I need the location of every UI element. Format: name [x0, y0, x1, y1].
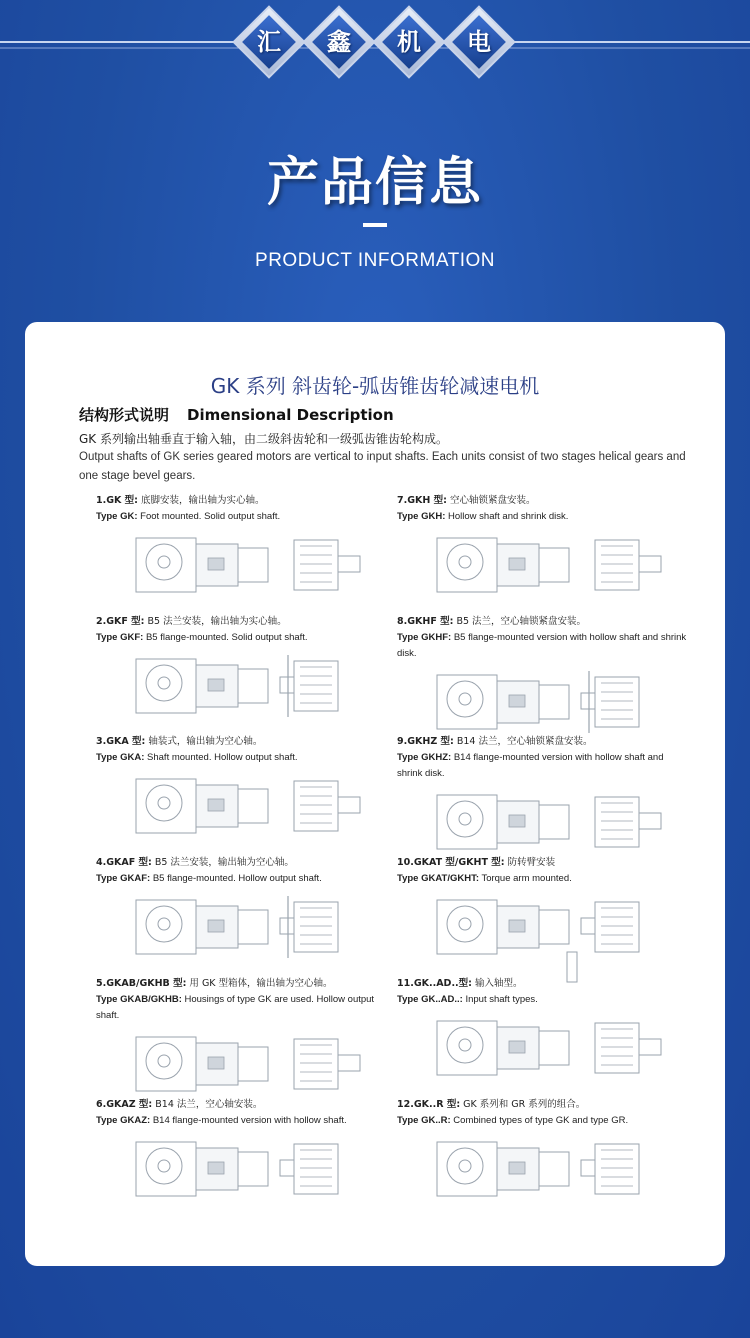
- schematic-line: [509, 815, 525, 827]
- schematic-line: [238, 548, 268, 582]
- schematic-line: [459, 693, 471, 705]
- schematic-line: [581, 1160, 595, 1176]
- schematic-line: [437, 538, 497, 592]
- schematic-line: [595, 902, 639, 952]
- schematic-line: [639, 556, 661, 572]
- type-text-en: Input shaft types.: [462, 994, 538, 1005]
- schematic-line: [146, 544, 182, 580]
- type-text-cn: GK 系列和 GR 系列的组合。: [460, 1099, 586, 1110]
- brand-char: 电: [467, 28, 491, 56]
- schematic-line: [238, 669, 268, 703]
- schematic-line: [447, 544, 483, 580]
- schematic-line: [238, 789, 268, 823]
- type-code-cn: 12.GK..R 型:: [397, 1099, 461, 1110]
- type-item-en: [96, 509, 386, 525]
- type-item-cn: [397, 854, 687, 868]
- type-item: [397, 1096, 687, 1129]
- type-text-en: B5 flange-mounted. Hollow output shaft.: [150, 873, 322, 884]
- type-item-cn: [397, 613, 687, 627]
- type-drawing: [116, 771, 376, 843]
- schematic-line: [639, 813, 661, 829]
- type-item-en: [397, 509, 687, 525]
- page-title: 产品信息: [266, 153, 483, 213]
- type-text-cn: 输入轴型。: [471, 978, 523, 989]
- schematic-line: [280, 1160, 294, 1176]
- type-item: [397, 975, 687, 1008]
- schematic-line: [294, 1039, 338, 1089]
- type-item: [96, 733, 386, 766]
- schematic-line: [539, 548, 569, 582]
- type-text-en: Torque arm mounted.: [478, 873, 572, 884]
- section-title: [79, 404, 394, 425]
- type-code-cn: 2.GKF 型:: [96, 616, 145, 627]
- type-text-cn: B5 法兰安装，输出轴为实心轴。: [144, 616, 287, 627]
- type-code-en: Type GKAB/GKHB:: [96, 994, 182, 1005]
- type-item-cn: [96, 492, 386, 506]
- type-code-cn: 4.GKAF 型:: [96, 857, 152, 868]
- type-item-en: [96, 750, 386, 766]
- schematic-line: [158, 556, 170, 568]
- type-item-cn: [397, 492, 687, 506]
- schematic-line: [595, 1144, 639, 1194]
- type-code-en: Type GK..R:: [397, 1115, 451, 1126]
- schematic-line: [509, 1041, 525, 1053]
- schematic-line: [437, 900, 497, 954]
- type-item: [397, 854, 687, 887]
- type-text-en: Housings of type GK are used. Hollow output shaft.: [96, 994, 375, 1021]
- schematic-line: [136, 538, 196, 592]
- schematic-line: [158, 918, 170, 930]
- schematic-line: [539, 1152, 569, 1186]
- type-text-cn: B14 法兰，空心轴安装。: [152, 1099, 263, 1110]
- type-item: [96, 975, 386, 1024]
- schematic-line: [136, 779, 196, 833]
- type-code-cn: 10.GKAT 型/GKHT 型:: [397, 857, 505, 868]
- type-drawing: [417, 1134, 677, 1206]
- brand-char: 鑫: [327, 28, 351, 56]
- schematic-line: [437, 1142, 497, 1196]
- schematic-line: [338, 1055, 360, 1071]
- schematic-line: [437, 1021, 497, 1075]
- type-code-en: Type GKHZ:: [397, 752, 452, 763]
- type-text-en: Combined types of type GK and type GR.: [450, 1115, 629, 1126]
- type-item: [397, 733, 687, 782]
- description-cn: GK 系列输出轴垂直于输入轴，由二级斜齿轮和一级弧齿锥齿轮构成。: [79, 432, 448, 446]
- type-code-en: Type GKAF:: [96, 873, 151, 884]
- type-code-cn: 3.GKA 型:: [96, 736, 146, 747]
- type-item-en: [397, 630, 687, 662]
- type-code-cn: 9.GKHZ 型:: [397, 736, 454, 747]
- schematic-line: [539, 685, 569, 719]
- type-drawing: [417, 667, 677, 739]
- schematic-line: [595, 540, 639, 590]
- schematic-line: [581, 918, 595, 934]
- schematic-line: [437, 675, 497, 729]
- type-text-cn: B5 法兰安装，输出轴为空心轴。: [151, 857, 294, 868]
- type-code-cn: 1.GK 型:: [96, 495, 138, 506]
- type-code-cn: 11.GK..AD..型:: [397, 978, 472, 989]
- type-drawing: [116, 892, 376, 964]
- type-text-en: B14 flange-mounted version with hollow shaft and shrink disk.: [397, 752, 664, 779]
- type-item-cn: [96, 733, 386, 747]
- brand-char: 汇: [257, 28, 281, 56]
- type-drawing: [116, 530, 376, 602]
- schematic-line: [447, 801, 483, 837]
- schematic-line: [459, 1160, 471, 1172]
- type-text-cn: 空心轴锁紧盘安装。: [446, 495, 536, 506]
- schematic-line: [208, 679, 224, 691]
- type-text-en: B5 flange-mounted version with hollow shaft and shrink disk.: [397, 632, 687, 659]
- type-item-cn: [96, 975, 386, 989]
- type-code-en: Type GKF:: [96, 632, 144, 643]
- schematic-line: [280, 677, 294, 693]
- type-item-cn: [96, 1096, 386, 1110]
- schematic-line: [447, 1148, 483, 1184]
- schematic-line: [158, 677, 170, 689]
- type-text-cn: B5 法兰，空心轴锁紧盘安装。: [453, 616, 587, 627]
- brand-badge: [241, 14, 297, 70]
- schematic-line: [146, 906, 182, 942]
- type-drawing: [417, 530, 677, 602]
- type-drawing: [116, 651, 376, 723]
- brand-badge: [381, 14, 437, 70]
- page-subtitle: PRODUCT INFORMATION: [255, 250, 495, 271]
- schematic-line: [208, 1162, 224, 1174]
- type-code-en: Type GKHF:: [397, 632, 452, 643]
- type-code-en: Type GK:: [96, 511, 138, 522]
- type-text-en: Foot mounted. Solid output shaft.: [137, 511, 281, 522]
- schematic-line: [539, 805, 569, 839]
- schematic-line: [208, 920, 224, 932]
- schematic-line: [509, 558, 525, 570]
- brand-char: 机: [397, 28, 421, 56]
- schematic-line: [208, 558, 224, 570]
- schematic-line: [437, 795, 497, 849]
- type-code-cn: 8.GKHF 型:: [397, 616, 454, 627]
- type-item: [96, 492, 386, 525]
- type-drawing: [417, 892, 677, 988]
- type-code-cn: 6.GKAZ 型:: [96, 1099, 153, 1110]
- type-item: [96, 613, 386, 646]
- schematic-line: [595, 677, 639, 727]
- type-item-cn: [397, 975, 687, 989]
- brand-badges: [0, 14, 750, 74]
- type-code-en: Type GKAZ:: [96, 1115, 151, 1126]
- schematic-line: [447, 1027, 483, 1063]
- schematic-line: [581, 693, 595, 709]
- type-drawing: [417, 1013, 677, 1085]
- product-card: [25, 322, 725, 1266]
- type-code-en: Type GKAT/GKHT:: [397, 873, 479, 884]
- schematic-line: [338, 797, 360, 813]
- type-item: [96, 854, 386, 887]
- type-item-en: [397, 992, 687, 1008]
- type-item: [397, 492, 687, 525]
- type-item-cn: [96, 613, 386, 627]
- schematic-line: [208, 1057, 224, 1069]
- schematic-line: [639, 1039, 661, 1055]
- type-code-cn: 5.GKAB/GKHB 型:: [96, 978, 187, 989]
- schematic-line: [238, 1152, 268, 1186]
- schematic-line: [294, 902, 338, 952]
- type-item: [397, 613, 687, 662]
- schematic-line: [338, 556, 360, 572]
- section-title-en: Dimensional Description: [187, 406, 394, 424]
- description-en: Output shafts of GK series geared motors are vertical to input shafts. Each units consist of two stages helical gears and one stage bevel gears.: [79, 451, 686, 482]
- schematic-line: [509, 695, 525, 707]
- schematic-line: [539, 910, 569, 944]
- schematic-line: [136, 659, 196, 713]
- schematic-line: [208, 799, 224, 811]
- type-drawing: [116, 1134, 376, 1206]
- schematic-line: [447, 681, 483, 717]
- type-code-cn: 7.GKH 型:: [397, 495, 447, 506]
- type-text-cn: 防转臂安装: [504, 857, 556, 868]
- schematic-line: [459, 918, 471, 930]
- type-item-en: [397, 871, 687, 887]
- type-item-en: [96, 630, 386, 646]
- schematic-line: [238, 910, 268, 944]
- type-item-en: [397, 750, 687, 782]
- schematic-line: [595, 797, 639, 847]
- type-text-cn: 用 GK 型箱体，输出轴为空心轴。: [186, 978, 333, 989]
- type-item-cn: [96, 854, 386, 868]
- schematic-line: [136, 1142, 196, 1196]
- schematic-line: [136, 900, 196, 954]
- brand-badge: [311, 14, 367, 70]
- type-text-en: Hollow shaft and shrink disk.: [445, 511, 569, 522]
- schematic-line: [146, 1148, 182, 1184]
- type-text-en: Shaft mounted. Hollow output shaft.: [144, 752, 298, 763]
- type-item: [96, 1096, 386, 1129]
- type-drawing: [417, 787, 677, 859]
- schematic-line: [136, 1037, 196, 1091]
- schematic-line: [595, 1023, 639, 1073]
- schematic-line: [447, 906, 483, 942]
- series-heading: GK 系列 斜齿轮-弧齿锥齿轮减速电机: [210, 374, 540, 398]
- type-text-cn: B14 法兰，空心轴锁紧盘安装。: [453, 736, 593, 747]
- schematic-line: [158, 1160, 170, 1172]
- schematic-line: [459, 813, 471, 825]
- schematic-line: [158, 797, 170, 809]
- schematic-line: [294, 661, 338, 711]
- schematic-line: [238, 1047, 268, 1081]
- type-item-en: [96, 871, 386, 887]
- type-item-en: [397, 1113, 687, 1129]
- schematic-line: [146, 665, 182, 701]
- type-item-cn: [397, 733, 687, 747]
- type-drawing: [116, 1029, 376, 1101]
- type-item-cn: [397, 1096, 687, 1110]
- schematic-line: [294, 781, 338, 831]
- type-code-en: Type GKH:: [397, 511, 446, 522]
- schematic-line: [539, 1031, 569, 1065]
- schematic-line: [459, 1039, 471, 1051]
- type-code-en: Type GKA:: [96, 752, 145, 763]
- type-text-cn: 底脚安装，输出轴为实心轴。: [138, 495, 265, 506]
- type-text-cn: 轴装式，输出轴为空心轴。: [145, 736, 263, 747]
- brand-badge: [451, 14, 507, 70]
- schematic-line: [294, 540, 338, 590]
- schematic-line: [509, 920, 525, 932]
- schematic-line: [158, 1055, 170, 1067]
- section-title-cn: 结构形式说明: [79, 406, 170, 424]
- schematic-line: [146, 1043, 182, 1079]
- schematic-line: [459, 556, 471, 568]
- type-text-en: B14 flange-mounted version with hollow shaft.: [150, 1115, 347, 1126]
- type-text-en: B5 flange-mounted. Solid output shaft.: [143, 632, 308, 643]
- type-item-en: [96, 1113, 386, 1129]
- type-code-en: Type GK..AD..:: [397, 994, 463, 1005]
- schematic-line: [146, 785, 182, 821]
- title-divider: [363, 223, 387, 227]
- schematic-line: [509, 1162, 525, 1174]
- schematic-line: [294, 1144, 338, 1194]
- type-item-en: [96, 992, 386, 1024]
- schematic-line: [280, 918, 294, 934]
